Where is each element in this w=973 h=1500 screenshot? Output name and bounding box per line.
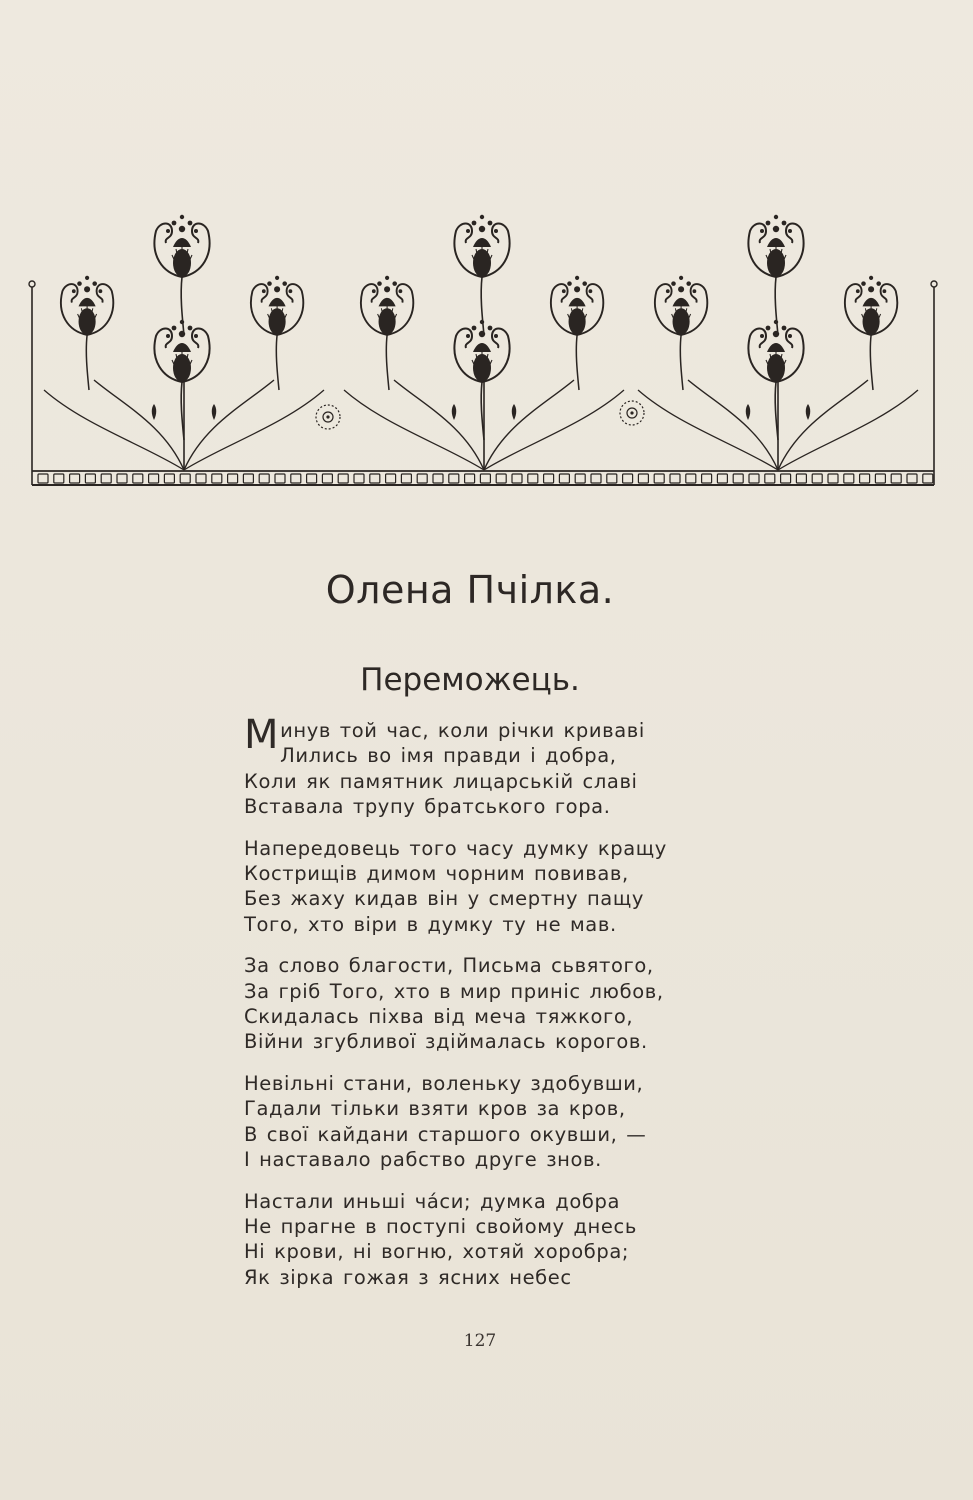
crenel <box>891 474 901 483</box>
crenel <box>812 474 822 483</box>
crenel <box>686 474 696 483</box>
crenel <box>449 474 459 483</box>
crenel <box>370 474 380 483</box>
crenel <box>765 474 775 483</box>
poem-line: Напередовець того часу думку кращу <box>244 836 667 860</box>
crenel <box>623 474 633 483</box>
crenel <box>733 474 743 483</box>
crenel <box>907 474 917 483</box>
crenel <box>796 474 806 483</box>
crenel <box>291 474 301 483</box>
crenel <box>322 474 332 483</box>
stanza-2 <box>244 836 764 938</box>
poem-line: Гадали тільки взяти кров за кров, <box>244 1097 626 1121</box>
crenel <box>401 474 411 483</box>
poem-line: Без жаху кидав він у смертну пащу <box>244 887 644 911</box>
crenel <box>386 474 396 483</box>
crenel <box>196 474 206 483</box>
page-number: 127 <box>463 1331 497 1351</box>
author-name: Олена Пчілка. <box>325 568 615 612</box>
crenel <box>512 474 522 483</box>
crenel <box>101 474 111 483</box>
poem-line: Невільні стани, воленьку здобувши, <box>244 1071 644 1095</box>
poem-line: Того, хто віри в думку ту не мав. <box>244 912 617 936</box>
crenel <box>180 474 190 483</box>
poem-line: В свої кайдани старшого окувши, — <box>244 1122 647 1146</box>
drop-cap: М <box>244 712 280 758</box>
crenel <box>607 474 617 483</box>
stanza-1 <box>244 712 764 820</box>
crenel <box>259 474 269 483</box>
crenel <box>781 474 791 483</box>
crenel <box>559 474 569 483</box>
crenel <box>654 474 664 483</box>
crenel <box>307 474 317 483</box>
poem-line: І наставало рабство друге знов. <box>244 1148 602 1172</box>
crenel <box>717 474 727 483</box>
poem-line: Як зірка гожая з ясних небес <box>244 1265 572 1289</box>
crenel <box>860 474 870 483</box>
poem-line: Вставала трупу братського гора. <box>244 795 611 819</box>
poem-line: Минув той час, коли річки криваві <box>244 712 645 758</box>
poem-line: Ні крови, ні вогню, хотяй хоробра; <box>244 1240 630 1264</box>
crenel <box>70 474 80 483</box>
crenel <box>433 474 443 483</box>
crenel <box>417 474 427 483</box>
crenel <box>544 474 554 483</box>
stanza-5 <box>244 1189 764 1291</box>
crenel <box>844 474 854 483</box>
stanza-4 <box>244 1071 764 1173</box>
crenel <box>749 474 759 483</box>
poem-line: Війни згубливої здіймалась корогов. <box>244 1030 648 1054</box>
crenel <box>212 474 222 483</box>
crenel <box>591 474 601 483</box>
poem-line: Не прагне в поступі свойому днесь <box>244 1214 637 1238</box>
crenel <box>338 474 348 483</box>
poem-body <box>244 712 764 1306</box>
poem-line: Лились во імя правди і добра, <box>280 744 617 768</box>
poem-line: За слово благости, Письма сьвятого, <box>244 954 654 978</box>
crenel <box>496 474 506 483</box>
crenel <box>480 474 490 483</box>
poem-line: За гріб Того, хто в мир приніс любов, <box>244 979 664 1003</box>
crenel <box>228 474 238 483</box>
crenel <box>243 474 253 483</box>
crenel <box>638 474 648 483</box>
crenel <box>85 474 95 483</box>
crenel <box>575 474 585 483</box>
poem-title: Переможець. <box>360 662 580 698</box>
crenel <box>354 474 364 483</box>
poem-line: Коли як памятник лицарській славі <box>244 769 638 793</box>
crenel <box>164 474 174 483</box>
poem-line: Настали иньші ча́си; думка добра <box>244 1189 621 1213</box>
crenel <box>702 474 712 483</box>
crenel <box>117 474 127 483</box>
stanza-3 <box>244 953 764 1055</box>
crenel <box>528 474 538 483</box>
crenel <box>275 474 285 483</box>
crenel <box>828 474 838 483</box>
crenel <box>149 474 159 483</box>
poem-line: Скидалась піхва від меча тяжкого, <box>244 1005 634 1029</box>
floral-ornament-icon <box>26 195 946 495</box>
crenel <box>133 474 143 483</box>
crenel <box>670 474 680 483</box>
crenel <box>54 474 64 483</box>
poem-line: Кострищів димом чорним повивав, <box>244 862 629 886</box>
crenel <box>923 474 933 483</box>
crenel <box>38 474 48 483</box>
crenel <box>465 474 475 483</box>
crenel <box>875 474 885 483</box>
